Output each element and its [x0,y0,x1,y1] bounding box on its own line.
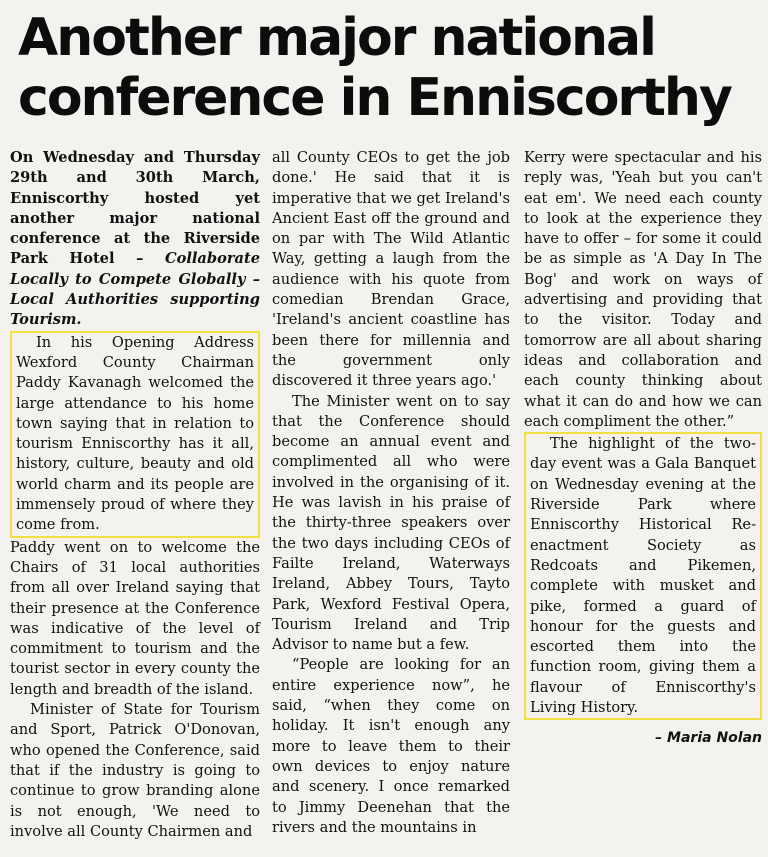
paragraph-gala-banquet: The highlight of the two-day event was a Gala Banquet on Wednesday evening at the Riverside Park where Enniscorthy Historical Re-enactment Society as Redcoats and Pikemen, complete with musket and pike, formed a guard of honour for the guests and escorted them into the function room, giving them a flavour of Enniscorthy's Living History. [524,432,762,720]
paragraph-opening-address: In his Opening Address Wexford County Chairman Paddy Kavanagh welcomed the large attendance to his home town saying that in relation to tourism Enniscorthy has it all, history, culture, beauty and old world charm and its people are immensely proud of where they come from. [10,331,260,538]
paragraph-quote: “People are looking for an entire experience now”, he said, “when they come on holiday. It isn't enough any more to leave them to their own devices to enjoy nature and scenery. I once remarked to Jimmy Deenehan that the rivers and the mountains in [272,656,510,836]
paragraph-chairs: Paddy went on to welcome the Chairs of 31 local authorities from all over Ireland saying that their presence at the Conference was indicative of the level of commitment to tourism and the tourist sector in every county the length and breadth of the island. [10,538,260,698]
paragraph-minister-1: Minister of State for Tourism and Sport, Patrick O'Donovan, who opened the Conference, said that if the industry is going to continue to grow branding alone is not enough, 'We need to involve all County Chairmen and [10,701,260,840]
intro-bold: On Wednesday and Thursday 29th and 30th March, Enniscorthy hosted yet another major national conference at the Riverside Park Hotel – [10,149,260,268]
column-1 [10,148,260,842]
paragraph-quote-continued: Kerry were spectacular and his reply was, 'Yeah but you can't eat em'. We need each county to look at the experience they have to offer – for some it could be as simple as 'A Day In The Bog' and work on ways of advertising and providing that to the visitor. Today and tomorrow are all about sharing ideas and collaboration and each county thinking about what it can do and how we can each compliment the other.” [524,149,762,430]
column-3 [524,148,762,749]
conference-title: Collaborate Locally to Compete Globally – Local Authorities supporting Tourism. [10,250,260,329]
byline: – Maria Nolan [655,730,762,747]
article-intro [10,148,260,331]
headline: Another major national conference in Enniscorthy [18,8,731,128]
column-2 [272,148,510,838]
paragraph-minister-2: The Minister went on to say that the Conference should become an annual event and complimented all who were involved in the organising of it. He was lavish in his praise of the thirty-three speakers over the two days including CEOs of Failte Ireland, Waterways Ireland, Abbey Tours, Tayto Park, Wexford Festival Opera, Tourism Ireland and Trip Advisor to name but a few. [272,392,510,654]
paragraph-minister-1-continued: all County CEOs to get the job done.' He said that it is imperative that we get Ireland's Ancient East off the ground and on par with The Wild Atlantic Way, getting a laugh from the audience with his quote from comedian Brendan Grace, 'Ireland's ancient coastline has been there for millennia and the government only discovered it three years ago.' [272,149,510,390]
